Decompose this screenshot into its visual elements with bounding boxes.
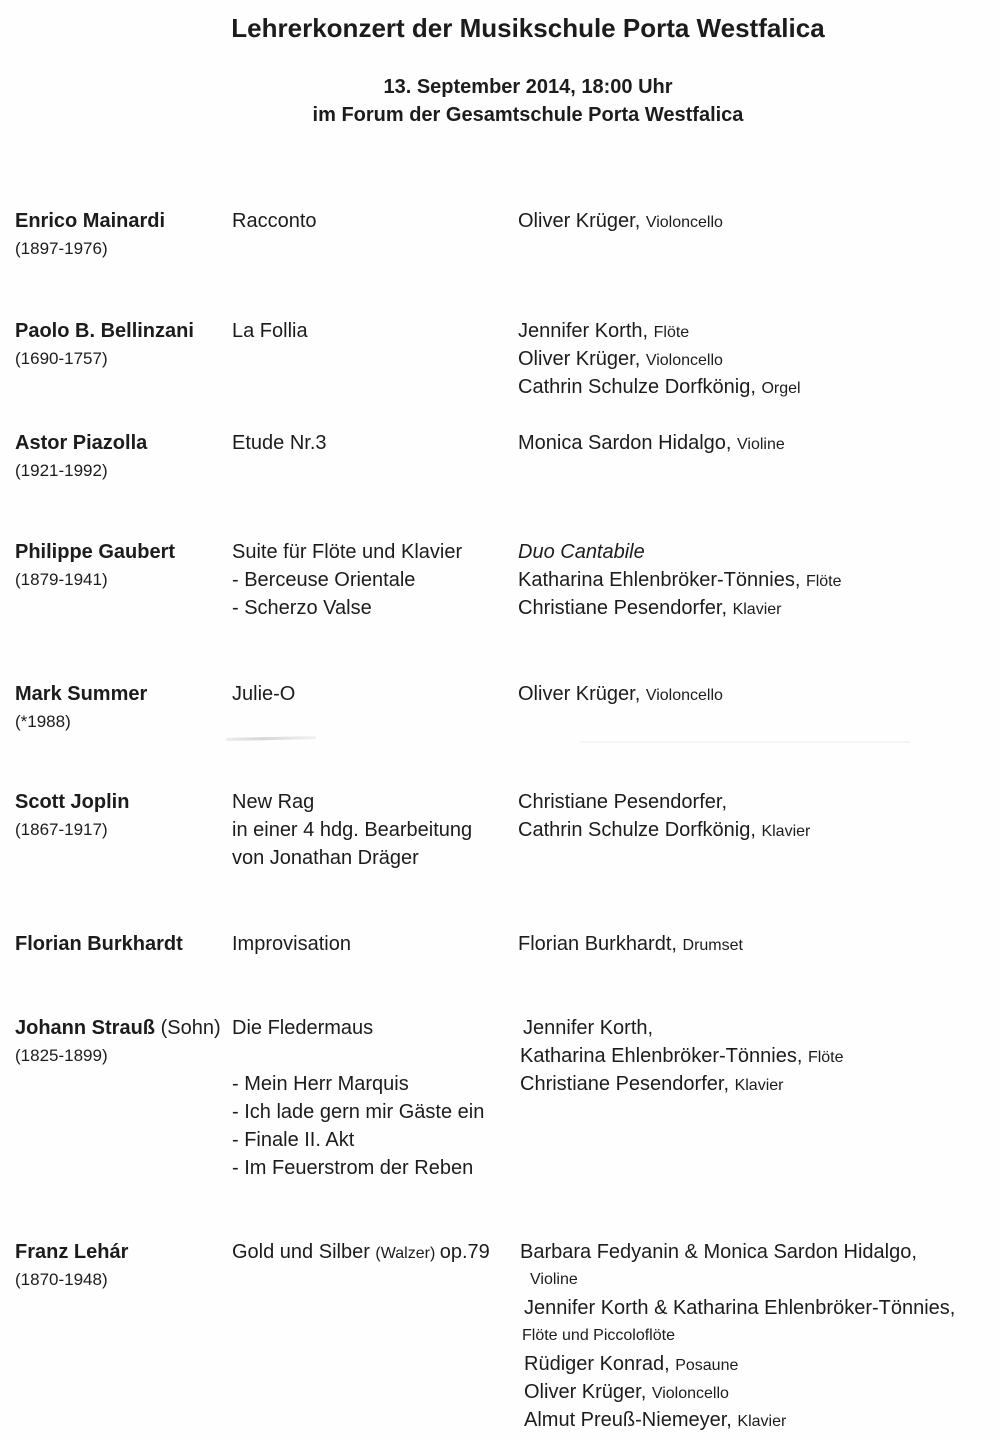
title-text-line (232, 1154, 484, 1182)
text-segment: Flöte (653, 324, 690, 341)
entry-title-cell (232, 538, 462, 622)
composer-text-line (15, 816, 129, 844)
composer-text-line (15, 566, 175, 594)
title-text-line (232, 844, 472, 872)
text-segment: Oliver Krüger, (518, 348, 646, 370)
entry-composer-cell (15, 317, 194, 373)
text-segment: Scott Joplin (15, 791, 130, 813)
performers-text-line (518, 1042, 844, 1070)
title-text-line (232, 1014, 484, 1042)
title-text-line (232, 1042, 484, 1070)
composer-text-line (15, 538, 175, 566)
text-segment: Rüdiger Konrad, (524, 1353, 676, 1375)
performers-text-line (518, 816, 810, 844)
text-segment: Klavier (761, 823, 811, 840)
title-text-line (232, 680, 295, 708)
entry-composer-cell (15, 1014, 221, 1070)
text-segment: Cathrin Schulze Dorfkönig, (518, 376, 762, 398)
text-segment: Jennifer Korth, (518, 320, 654, 342)
performers-text-line (518, 207, 723, 235)
title-text-line (232, 1126, 484, 1154)
performers-text-line (518, 1322, 955, 1350)
text-segment: Barbara Fedyanin & Monica Sardon Hidalgo, (520, 1241, 917, 1263)
entry-composer-cell (15, 538, 175, 594)
text-segment: Klavier (734, 1077, 784, 1094)
entry-composer-cell (15, 680, 147, 736)
title-text-line (232, 566, 462, 594)
entry-performers-cell (518, 930, 743, 958)
text-segment: Paolo B. Bellinzani (15, 320, 194, 342)
text-segment: (1921-1992) (15, 461, 108, 480)
text-segment: Astor Piazolla (15, 432, 148, 454)
performers-text-line (518, 788, 810, 816)
text-segment: Suite für Flöte und Klavier (232, 541, 463, 563)
text-segment: Orgel (761, 380, 801, 397)
text-segment: Klavier (732, 601, 782, 618)
title-text-line (232, 317, 308, 345)
entry-performers-cell (518, 207, 723, 235)
composer-text-line (15, 317, 194, 345)
entry-performers-cell (518, 680, 723, 708)
text-segment: Julie-O (232, 683, 296, 705)
performers-text-line (518, 680, 723, 708)
page-title: Lehrerkonzert der Musikschule Porta Westfalica (231, 13, 825, 43)
entry-title-cell (232, 930, 351, 958)
title-text-line (232, 930, 351, 958)
text-segment: New Rag (232, 791, 315, 813)
composer-text-line (15, 207, 165, 235)
composer-text-line (15, 345, 194, 373)
composer-text-line (15, 457, 147, 485)
text-segment: Oliver Krüger, (518, 683, 646, 705)
text-segment: (1867-1917) (15, 820, 108, 839)
entry-composer-cell (15, 429, 147, 485)
composer-text-line (15, 1266, 128, 1294)
composer-text-line (15, 708, 147, 736)
text-segment: Cathrin Schulze Dorfkönig, (518, 819, 762, 841)
text-segment: op.79 (439, 1241, 490, 1263)
entry-title-cell (232, 317, 308, 345)
text-segment: Die Fledermaus (232, 1017, 374, 1039)
composer-text-line (15, 235, 165, 263)
text-segment: (Walzer) (375, 1245, 440, 1262)
text-segment: (1897-1976) (15, 239, 108, 258)
title-text-line (232, 1070, 484, 1098)
performers-text-line (518, 1070, 844, 1098)
entry-composer-cell (15, 207, 165, 263)
performers-text-line (518, 1406, 955, 1434)
title-text-line (232, 594, 462, 622)
performers-text-line (518, 317, 801, 345)
text-segment: Klavier (737, 1413, 787, 1430)
text-segment: Johann Strauß (15, 1017, 161, 1039)
performers-text-line (518, 1266, 955, 1294)
text-segment: - Ich lade gern mir Gäste ein (232, 1101, 485, 1123)
text-segment: Flöte und Piccoloflöte (522, 1327, 675, 1344)
composer-text-line (15, 1042, 221, 1070)
composer-text-line (15, 930, 183, 958)
text-segment: Etude Nr.3 (232, 432, 327, 454)
text-segment: Christiane Pesendorfer, (518, 791, 728, 813)
entry-performers-cell (518, 788, 810, 844)
title-text-line (232, 1098, 484, 1126)
text-segment: - Finale II. Akt (232, 1129, 355, 1151)
text-segment: Oliver Krüger, (524, 1381, 652, 1403)
text-segment: Drumset (682, 937, 743, 954)
text-segment: Posaune (675, 1357, 739, 1374)
performers-text-line (518, 1350, 955, 1378)
entry-title-cell (232, 1238, 490, 1266)
title-text-line (232, 1238, 490, 1266)
text-segment: Violine (530, 1271, 578, 1288)
text-segment: von Jonathan Dräger (232, 847, 419, 869)
text-segment: Oliver Krüger, (518, 210, 646, 232)
performers-text-line (518, 345, 801, 373)
performers-text-line (518, 373, 801, 401)
text-segment: - Scherzo Valse (232, 597, 372, 619)
text-segment: Flöte (805, 573, 842, 590)
performers-text-line (518, 566, 842, 594)
text-segment: La Follia (232, 320, 308, 342)
text-segment: (1825-1899) (15, 1046, 108, 1065)
text-segment: Improvisation (232, 933, 351, 955)
text-segment: Christiane Pesendorfer, (520, 1073, 735, 1095)
text-segment: Franz Lehár (15, 1241, 129, 1263)
text-segment: Racconto (232, 210, 317, 232)
text-segment: Katharina Ehlenbröker-Tönnies, (518, 569, 806, 591)
title-text-line (232, 538, 462, 566)
title-text-line (232, 429, 327, 457)
event-date-line: 13. September 2014, 18:00 Uhr (383, 76, 673, 98)
entry-performers-cell (518, 1238, 955, 1434)
text-segment: Christiane Pesendorfer, (518, 597, 733, 619)
text-segment: (Sohn) (160, 1017, 221, 1039)
performers-text-line (518, 1238, 955, 1266)
entry-performers-cell (518, 1014, 844, 1098)
entry-title-cell (232, 788, 472, 872)
composer-text-line (15, 1014, 221, 1042)
text-segment: Violoncello (645, 214, 723, 231)
text-segment: Gold und Silber (232, 1241, 376, 1263)
entry-performers-cell (518, 429, 785, 457)
title-text-line (232, 788, 472, 816)
text-segment: - Berceuse Orientale (232, 569, 416, 591)
text-segment: in einer 4 hdg. Bearbeitung (232, 819, 473, 841)
text-segment: - Im Feuerstrom der Reben (232, 1157, 474, 1179)
text-segment: Katharina Ehlenbröker-Tönnies, (520, 1045, 808, 1067)
text-segment: Duo Cantabile (518, 541, 645, 563)
title-text-line (232, 207, 317, 235)
title-text-line (232, 816, 472, 844)
text-segment: Violoncello (645, 352, 723, 369)
text-segment: - Mein Herr Marquis (232, 1073, 409, 1095)
text-segment: (1690-1757) (15, 349, 108, 368)
composer-text-line (15, 788, 129, 816)
entry-composer-cell (15, 930, 183, 958)
entry-title-cell (232, 429, 327, 457)
composer-text-line (15, 1238, 128, 1266)
text-segment: Almut Preuß-Niemeyer, (524, 1409, 738, 1431)
text-segment: (1870-1948) (15, 1270, 108, 1289)
text-segment: Violoncello (651, 1385, 729, 1402)
entry-title-cell (232, 1014, 484, 1182)
text-segment: Flöte (807, 1049, 844, 1066)
entry-composer-cell (15, 788, 129, 844)
text-segment: Philippe Gaubert (15, 541, 176, 563)
performers-text-line (518, 538, 842, 566)
text-segment: Jennifer Korth & Katharina Ehlenbröker-Tönnies, (524, 1297, 956, 1319)
performers-text-line (518, 930, 743, 958)
composer-text-line (15, 680, 147, 708)
text-segment: Violine (737, 436, 785, 453)
performers-text-line (518, 1378, 955, 1406)
performers-text-line (518, 429, 785, 457)
entry-performers-cell (518, 538, 842, 622)
text-segment: Violoncello (645, 687, 723, 704)
performers-text-line (518, 1294, 955, 1322)
text-segment: (*1988) (15, 712, 71, 731)
text-segment: Enrico Mainardi (15, 210, 166, 232)
event-venue-line: im Forum der Gesamtschule Porta Westfalica (312, 104, 744, 126)
composer-text-line (15, 429, 147, 457)
scan-smudge-artifact (580, 741, 910, 743)
performers-text-line (518, 1014, 844, 1042)
text-segment: Monica Sardon Hidalgo, (518, 432, 738, 454)
text-segment: Jennifer Korth, (523, 1017, 654, 1039)
text-segment: (1879-1941) (15, 570, 108, 589)
entry-performers-cell (518, 317, 801, 401)
text-segment: Florian Burkhardt, (518, 933, 683, 955)
performers-text-line (518, 594, 842, 622)
entry-composer-cell (15, 1238, 128, 1294)
text-segment: Florian Burkhardt (15, 933, 183, 955)
text-segment: Mark Summer (15, 683, 148, 705)
entry-title-cell (232, 680, 295, 708)
entry-title-cell (232, 207, 317, 235)
